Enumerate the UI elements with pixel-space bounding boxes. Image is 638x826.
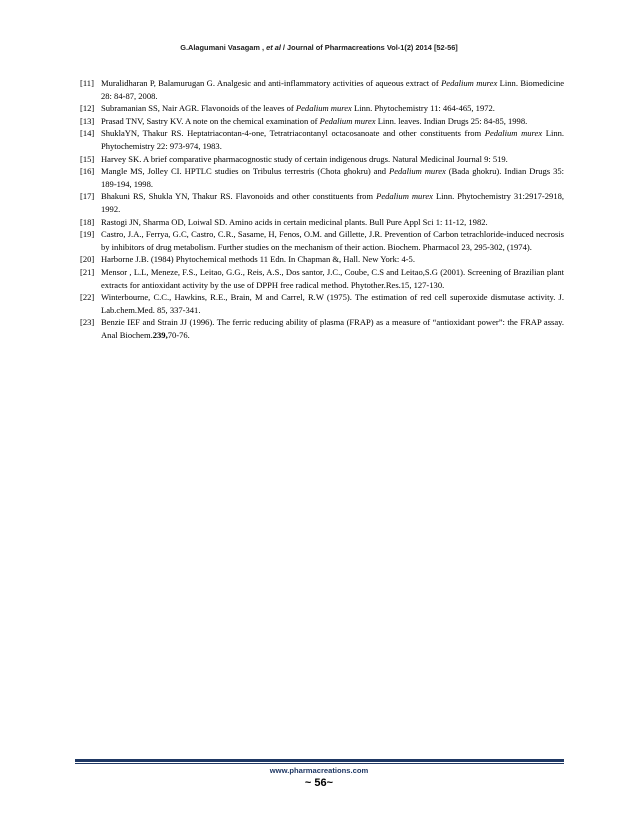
reference-item [80, 253, 564, 266]
reference-text: Harvey SK. A brief comparative pharmacognostic study of certain indigenous drugs. Natural Medicinal Journal 9: 519. [101, 153, 508, 164]
reference-text: Winterbourne, C.C., Hawkins, R.E., Brain, M and Carrel, R.W (1975). The estimation of red cell superoxide dismutase activity. J. Lab.chem.Med. 85, 337-341. [101, 292, 564, 315]
species-name: Pedalium murex [295, 103, 352, 114]
reference-text: Prasad TNV, Sastry KV. A note on the chemical examination of Pedalium murex Linn. leaves. Indian Drugs 25: 84-85, 1998. [101, 115, 528, 126]
reference-text: Rastogi JN, Sharma OD, Loiwal SD. Amino acids in certain medicinal plants. Bull Pure Appl Sci 1: 11-12, 1982. [101, 216, 488, 227]
species-name: Pedalium murex [484, 128, 543, 139]
reference-text: Benzie IEF and Strain JJ (1996). The ferric reducing ability of plasma (FRAP) as a measure of “antioxidant power”: the FRAP assay. Anal Biochem.239,70-76. [101, 317, 564, 340]
reference-number: [16] [80, 166, 95, 177]
reference-item [80, 266, 564, 291]
reference-text: Harborne J.B. (1984) Phytochemical methods 11 Edn. In Chapman &, Hall. New York: 4-5. [101, 254, 415, 265]
reference-list [80, 77, 564, 341]
species-name: Pedalium murex [441, 78, 498, 88]
reference-text: Muralidharan P, Balamurugan G. Analgesic and anti-inflammatory activities of aqueous extract of Pedalium murex Linn. Biomedicine 28: 84-87, 2008. [101, 78, 565, 101]
reference-number: [20] [80, 254, 95, 265]
reference-number: [23] [80, 317, 95, 328]
reference-item [80, 228, 564, 253]
reference-number: [19] [80, 229, 95, 240]
running-header [0, 43, 638, 52]
reference-number: [13] [80, 115, 95, 126]
reference-text: Mensor , L.L, Meneze, F.S., Leitao, G.G., Reis, A.S., Dos santor, J.C., Coube, C.S and Leitao,S.G (2001). Screening of Brazilian plant extracts for antioxidant activity by the use of DPPH free radical method. Phytother.Res.15, 127-130. [101, 266, 564, 290]
page-number: ~ 56~ [304, 777, 334, 789]
reference-text: Mangle MS, Jolley CI. HPTLC studies on Tribulus terrestris (Chota ghokru) and Pedalium murex (Bada ghokru). Indian Drugs 35: 189-194, 1998. [101, 166, 565, 189]
reference-item [80, 115, 564, 128]
reference-item [80, 77, 564, 102]
reference-item [80, 102, 564, 115]
species-name: Pedalium murex [389, 166, 446, 177]
volume-number: 239, [152, 329, 168, 340]
footer-url: www.pharmacreations.com [269, 766, 369, 775]
header-journal: / Journal of Pharmacreations Vol-1(2) 2014 [52-56] [280, 43, 458, 52]
header-etal: et al [266, 43, 281, 52]
reference-item [80, 127, 564, 152]
reference-text: Bhakuni RS, Shukla YN, Thakur RS. Flavonoids and other constituents from Pedalium murex Linn. Phytochemistry 31:2917-2918, 1992. [101, 191, 565, 214]
footer-rule [75, 759, 564, 762]
reference-number: [21] [80, 266, 95, 277]
footer-rule-thin [75, 763, 564, 764]
reference-number: [22] [80, 292, 95, 303]
species-name: Pedalium murex [376, 191, 433, 202]
species-name: Pedalium murex [319, 115, 376, 126]
reference-text: ShuklaYN, Thakur RS. Heptatriacontan-4-one, Tetratriacontanyl octacosanoate and other constituents from Pedalium murex Linn. Phytochemistry 22: 973-974, 1983. [101, 128, 565, 151]
reference-item [80, 216, 564, 229]
reference-item [80, 190, 564, 215]
reference-number: [11] [80, 78, 94, 88]
reference-item [80, 291, 564, 316]
reference-text: Subramanian SS, Nair AGR. Flavonoids of the leaves of Pedalium murex Linn. Phytochemistry 11: 464-465, 1972. [101, 103, 495, 114]
reference-item-last [80, 316, 564, 341]
reference-number: [12] [80, 103, 95, 114]
reference-text: Castro, J.A., Ferrya, G.C, Castro, C.R., Sasame, H, Fenos, O.M. and Gillette, J.R. Prevention of Carbon tetrachloride-induced necrosis by inhibitors of drug metabolism. Further studies on the mechanism of their action. Biochem. Pharmacol 23, 295-302, (1974). [101, 229, 564, 252]
reference-item [80, 153, 564, 166]
header-author: G.Alagumani Vasagam , [180, 43, 267, 52]
reference-number: [18] [80, 216, 95, 227]
reference-number: [15] [80, 153, 95, 164]
reference-item [80, 165, 564, 190]
reference-number: [14] [80, 128, 95, 139]
reference-number: [17] [80, 191, 95, 202]
